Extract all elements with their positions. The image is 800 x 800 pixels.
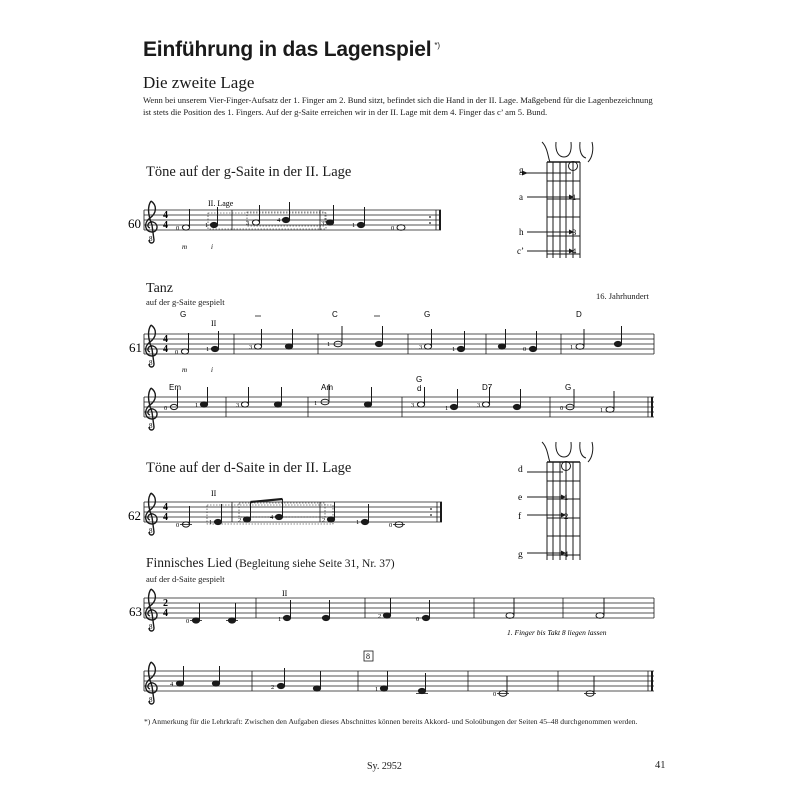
page-title: Einführung in das Lagenspiel *) — [143, 38, 440, 61]
intro-paragraph: Wenn bei unserem Vier-Finger-Aufsatz der 1. Finger am 2. Bund sitzt, befindet sich die Hand in der II. Lage. Maßgebend für die Lagenbezeichnung ist stets die Position des 1. Fingers. Auf der g-Saite erreichen wir in der II. Lage mit dem 4. Finger das c’ am 5. Bund. — [143, 95, 653, 117]
position-61: II — [211, 319, 217, 328]
svg-text:8: 8 — [149, 359, 153, 367]
finger-number: 4 — [170, 681, 174, 688]
footnote: *) Anmerkung für die Lehrkraft: Zwischen den Aufgaben dieses Abschnittes können bereits Akkord- und Soloübungen der Seiten 45–48 durchgenommen werden. — [144, 717, 638, 726]
finger-number: 0 — [164, 405, 168, 412]
svg-text:8: 8 — [149, 623, 153, 631]
finger-number: 0 — [416, 616, 420, 623]
finnisch-title-note: (Begleitung siehe Seite 31, Nr. 37) — [235, 558, 395, 570]
page-number: 41 — [655, 760, 666, 771]
tanz-century: 16. Jahrhundert — [596, 291, 649, 301]
svg-text:8: 8 — [149, 422, 153, 430]
finger-number: 3 — [477, 402, 481, 409]
fingering-m: m — [182, 366, 188, 374]
exercise-number-60: 60 — [128, 216, 141, 231]
finger-number: 1 — [352, 222, 356, 229]
position-62: II — [211, 489, 217, 498]
finger-number: 1 — [452, 346, 456, 353]
fret-finger-2: 2 — [564, 511, 569, 521]
measure-box-number: 8 — [366, 652, 370, 661]
fingering-i: i — [211, 366, 213, 374]
finger-number: 0 — [391, 225, 395, 232]
exercise-number-62: 62 — [128, 508, 141, 523]
fret-finger-1: 1 — [564, 492, 569, 502]
fret-label-a: a — [519, 192, 523, 202]
fret-label-h: h — [519, 227, 524, 237]
fret-label-c: c’ — [517, 246, 524, 256]
finger-number: 1 — [195, 402, 199, 409]
fret-finger-3: 3 — [572, 227, 577, 237]
finger-number: 1 — [445, 405, 449, 412]
finnisch-subtitle: auf der d-Saite gespielt — [146, 574, 225, 584]
tanz-title: Tanz — [146, 281, 174, 296]
finnisch-title-main: Finnisches Lied — [146, 555, 232, 570]
chord: G — [416, 375, 423, 384]
finger-number: 3 — [236, 402, 240, 409]
finger-number: 0 — [186, 618, 190, 625]
chord: D7 — [482, 383, 493, 392]
fret-finger-4: 4 — [572, 246, 577, 256]
svg-text:4: 4 — [163, 608, 168, 619]
fret-finger-4: 4 — [564, 549, 569, 559]
fret-label-d: d — [518, 465, 523, 475]
finger-number: 1 — [209, 519, 213, 526]
finger-number: 4 — [270, 514, 274, 521]
staff-63b — [144, 651, 654, 704]
finger-number: 2 — [271, 684, 275, 691]
finger-number: 2 — [322, 517, 326, 524]
svg-text:8: 8 — [149, 235, 153, 243]
svg-text:4: 4 — [163, 344, 168, 355]
svg-text:8: 8 — [149, 696, 153, 704]
chord: d — [417, 384, 422, 393]
finger-number: 3 — [249, 344, 253, 351]
svg-text:4: 4 — [163, 502, 168, 513]
fretboard-diagram-d — [518, 442, 593, 560]
finger-number: 1 — [356, 519, 360, 526]
svg-text:4: 4 — [163, 220, 168, 231]
finger-number: 0 — [175, 349, 179, 356]
finger-number: 1 — [375, 686, 379, 693]
fret-finger-1: 1 — [572, 192, 577, 202]
staff-61b — [144, 375, 654, 430]
svg-text:4: 4 — [163, 210, 168, 221]
position-63: II — [282, 589, 288, 598]
finger-number: 0 — [560, 405, 564, 412]
tanz-subtitle: auf der g-Saite gespielt — [146, 297, 225, 307]
finger-note: 1. Finger bis Takt 8 liegen lassen — [507, 628, 607, 637]
staff-61a — [129, 310, 654, 374]
chord: G — [424, 310, 431, 319]
staff-63a — [129, 589, 654, 637]
position-label-60: II. Lage — [208, 199, 234, 208]
publisher-code: Sy. 2952 — [367, 761, 402, 772]
fret-label-f: f — [518, 512, 522, 522]
svg-text:4: 4 — [163, 334, 168, 345]
finger-number: 1 — [206, 346, 210, 353]
fretboard-diagram-g — [517, 142, 593, 258]
staff-60 — [128, 199, 441, 251]
finger-number: 0 — [176, 522, 180, 529]
fret-label-e: e — [518, 493, 523, 503]
finger-number: 0 — [493, 691, 497, 698]
finger-number: 3 — [321, 220, 325, 227]
svg-text:2: 2 — [163, 598, 168, 609]
finger-number: 1 — [278, 616, 282, 623]
chord: C — [332, 310, 338, 319]
heading-d-string: Töne auf der d-Saite in der II. Lage — [146, 460, 352, 476]
finger-number: 0 — [523, 346, 527, 353]
finger-number: 2 — [378, 613, 382, 620]
chord: G — [180, 310, 187, 319]
finger-number: 1 — [600, 407, 604, 414]
svg-text:8: 8 — [149, 527, 153, 535]
chord: Em — [169, 383, 181, 392]
fingering-m: m — [182, 243, 188, 251]
chord: G — [565, 383, 572, 392]
finger-number: 1 — [570, 344, 574, 351]
fret-label-g: g — [519, 165, 524, 175]
exercise-number-61: 61 — [129, 340, 142, 355]
finger-number: 1 — [205, 222, 209, 229]
finger-number: 1 — [327, 341, 331, 348]
fret-label-g2: g — [518, 550, 523, 560]
finger-number: 1 — [314, 400, 318, 407]
fingering-i: i — [211, 243, 213, 251]
finger-number: 3 — [411, 402, 415, 409]
exercise-number-63: 63 — [129, 604, 142, 619]
finger-number: 0 — [176, 225, 180, 232]
finger-number: 0 — [389, 522, 393, 529]
section-title: Die zweite Lage — [143, 73, 255, 92]
staff-62 — [128, 489, 442, 535]
finger-number: 3 — [419, 344, 423, 351]
chord: D — [576, 310, 582, 319]
chord: Am — [321, 383, 333, 392]
svg-text:4: 4 — [163, 512, 168, 523]
title-footnote-mark: *) — [434, 41, 440, 50]
finger-number: 4 — [277, 217, 281, 224]
finger-number: 2 — [238, 517, 242, 524]
heading-g-string: Töne auf der g-Saite in der II. Lage — [146, 164, 352, 180]
finger-number: 3 — [246, 220, 250, 227]
